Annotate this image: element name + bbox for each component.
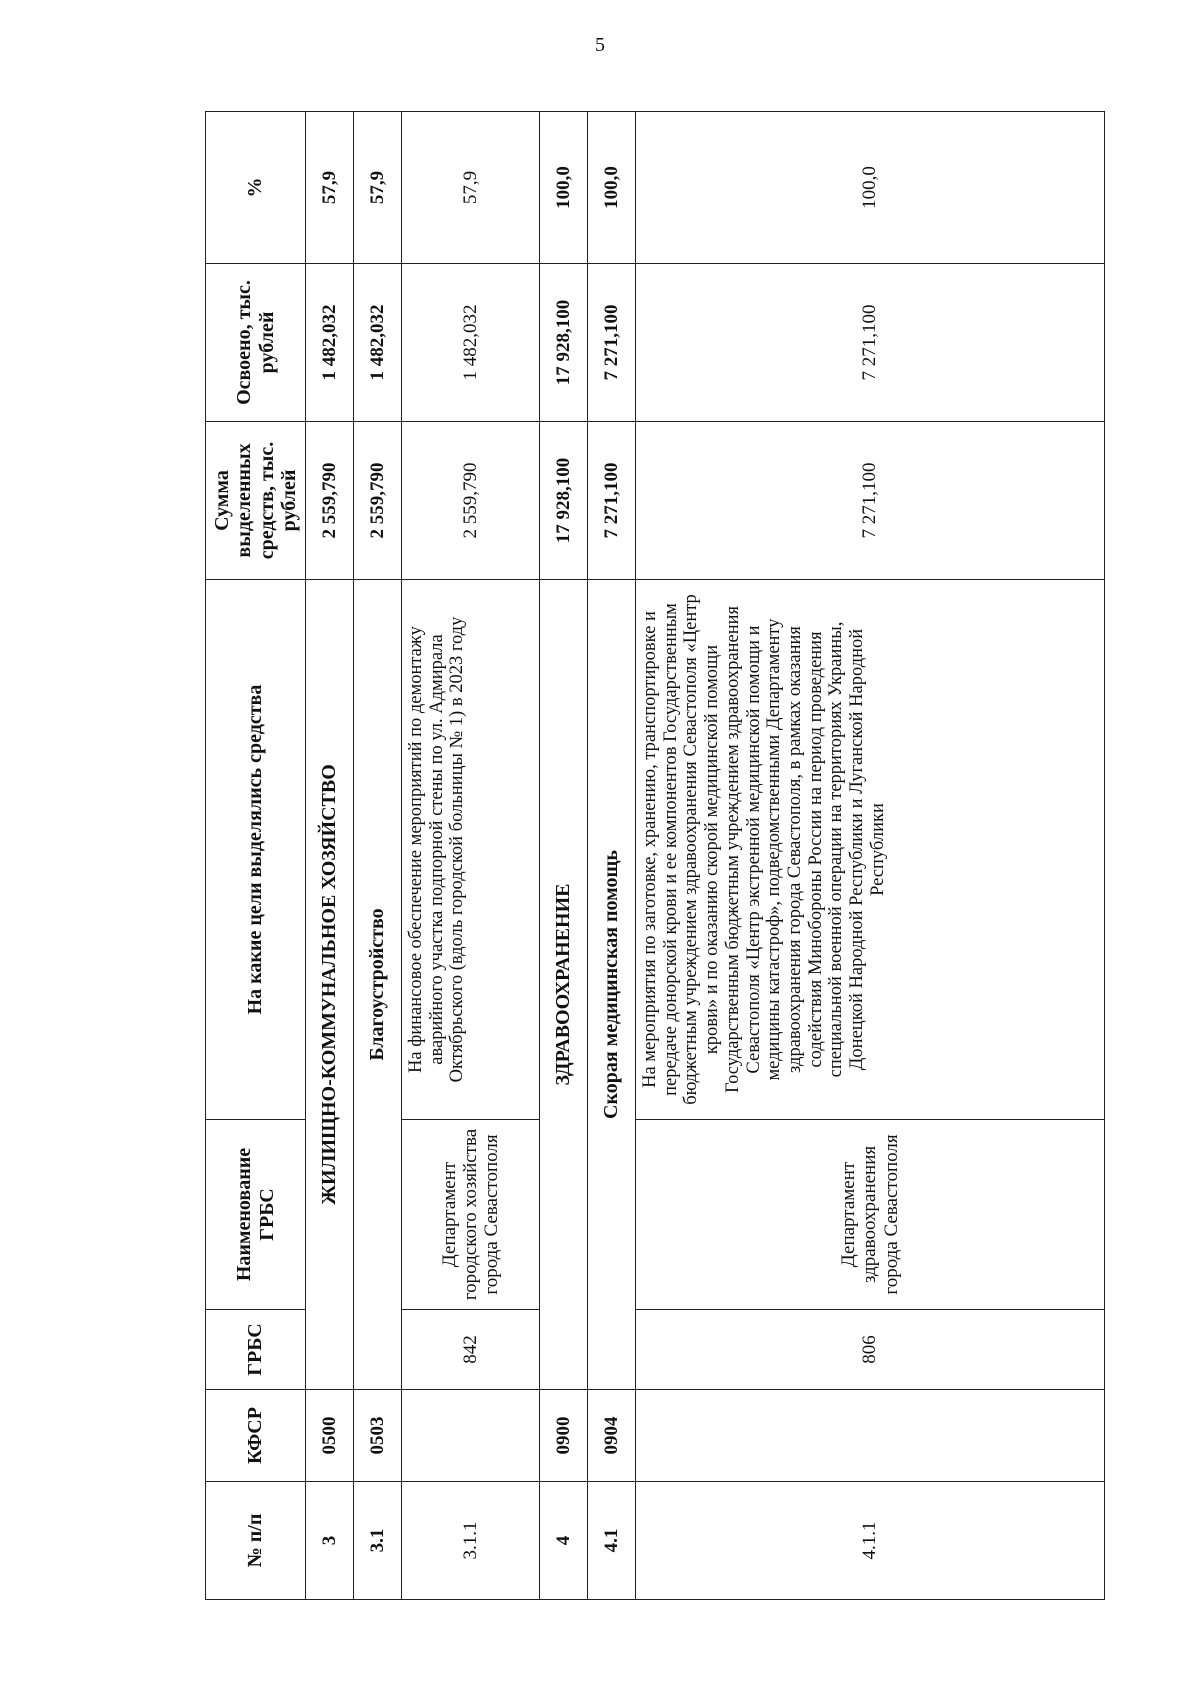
section-title: ЗДРАВООХРАНЕНИЕ <box>540 580 588 1390</box>
table-row <box>588 112 636 1600</box>
row-allocated: 2 559,790 <box>402 422 540 580</box>
row-num: 3 <box>306 1482 354 1600</box>
table-row <box>354 112 402 1600</box>
row-spent: 1 482,032 <box>354 264 402 422</box>
row-spent: 7 271,100 <box>588 264 636 422</box>
page-number: 5 <box>595 34 605 56</box>
row-num: 3.1 <box>354 1482 402 1600</box>
header-grbs-name: Наименование ГРБС <box>206 1120 306 1310</box>
row-percent: 57,9 <box>402 112 540 264</box>
section-title: Благоустройство <box>354 580 402 1390</box>
section-title: Скорая медицинская помощь <box>588 580 636 1390</box>
row-spent: 1 482,032 <box>402 264 540 422</box>
row-allocated: 2 559,790 <box>306 422 354 580</box>
header-num: № п/п <box>206 1482 306 1600</box>
table-row <box>306 112 354 1600</box>
row-num: 4.1 <box>588 1482 636 1600</box>
rotated-table-wrapper <box>205 112 1105 1600</box>
row-spent: 1 482,032 <box>306 264 354 422</box>
row-kfsr <box>636 1390 1105 1482</box>
row-num: 3.1.1 <box>402 1482 540 1600</box>
row-kfsr: 0904 <box>588 1390 636 1482</box>
row-allocated: 7 271,100 <box>636 422 1105 580</box>
table-row <box>636 112 1105 1600</box>
row-kfsr: 0900 <box>540 1390 588 1482</box>
row-grbs: 806 <box>636 1310 1105 1390</box>
row-percent: 57,9 <box>306 112 354 264</box>
header-percent: % <box>206 112 306 264</box>
row-allocated: 2 559,790 <box>354 422 402 580</box>
row-allocated: 7 271,100 <box>588 422 636 580</box>
header-purpose: На какие цели выделялись средства <box>206 580 306 1120</box>
row-kfsr <box>402 1390 540 1482</box>
header-grbs: ГРБС <box>206 1310 306 1390</box>
table-row <box>540 112 588 1600</box>
row-allocated: 17 928,100 <box>540 422 588 580</box>
row-percent: 100,0 <box>636 112 1105 264</box>
row-num: 4 <box>540 1482 588 1600</box>
header-row <box>206 112 306 1600</box>
section-title: ЖИЛИЩНО-КОММУНАЛЬНОЕ ХОЗЯЙСТВО <box>306 580 354 1390</box>
row-num: 4.1.1 <box>636 1482 1105 1600</box>
row-grbs: 842 <box>402 1310 540 1390</box>
table-row <box>402 112 540 1600</box>
row-percent: 100,0 <box>540 112 588 264</box>
budget-table <box>205 111 1105 1600</box>
row-purpose: На мероприятия по заготовке, хранению, транспортировке и передаче донорской крови и ее компонентов Государственным бюджетным учреждением здравоохранения Севастополя «Центр крови» и по оказанию скорой медицинской помощи Государственным бюджетным учреждением здравоохранения Севастополя «Центр экстренной медицинской помощи и медицины катастроф», подведомственными Департаменту здравоохранения города Севастополя, в рамках оказания содействия Минобороны России на период проведения специальной военной операции на территориях Украины, Донецкой Народной Республики и Луганской Народной Республики <box>636 580 1105 1120</box>
row-grbs-name: Департамент городского хозяйства города Севастополя <box>402 1120 540 1310</box>
row-percent: 57,9 <box>354 112 402 264</box>
header-spent: Освоено, тыс. рублей <box>206 264 306 422</box>
row-kfsr: 0500 <box>306 1390 354 1482</box>
header-kfsr: КФСР <box>206 1390 306 1482</box>
header-allocated: Сумма выделенных средств, тыс. рублей <box>206 422 306 580</box>
row-spent: 17 928,100 <box>540 264 588 422</box>
rotated-table-inner <box>205 112 1105 1600</box>
row-purpose: На финансовое обеспечение мероприятий по демонтажу аварийного участка подпорной стены по ул. Адмирала Октябрьского (вдоль городской больницы № 1) в 2023 году <box>402 580 540 1120</box>
row-kfsr: 0503 <box>354 1390 402 1482</box>
row-percent: 100,0 <box>588 112 636 264</box>
row-spent: 7 271,100 <box>636 264 1105 422</box>
row-grbs-name: Департамент здравоохранения города Севастополя <box>636 1120 1105 1310</box>
